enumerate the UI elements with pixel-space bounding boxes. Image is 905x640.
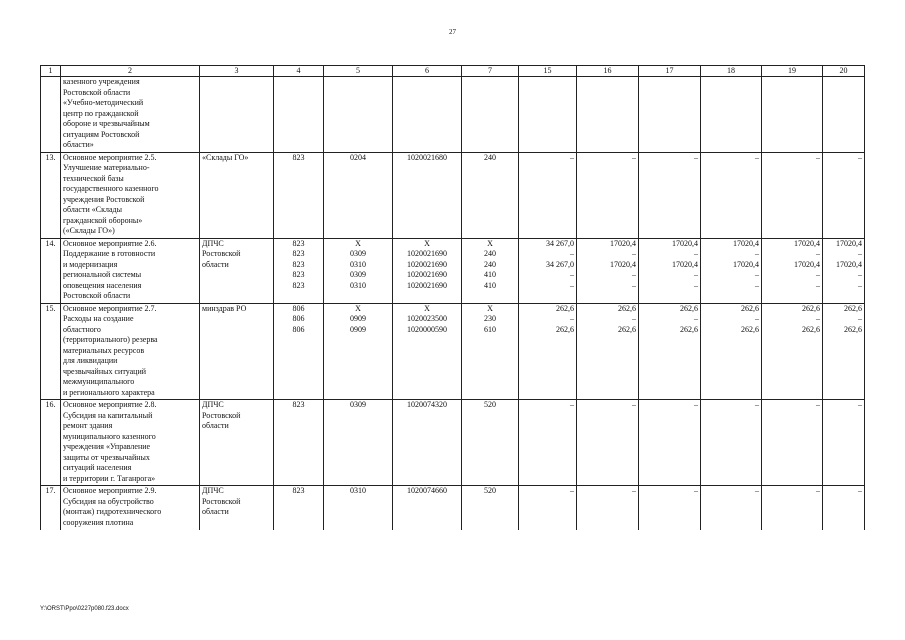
budget-code: 410 bbox=[484, 280, 496, 290]
budget-code-cell bbox=[274, 303, 324, 400]
budget-code: X bbox=[424, 238, 430, 248]
budget-code: 520 bbox=[484, 400, 496, 409]
budget-code-cell bbox=[393, 152, 462, 238]
header-cell: 5 bbox=[324, 66, 393, 77]
budget-code: X bbox=[487, 238, 493, 248]
activity-name-line: Основное мероприятие 2.5. bbox=[63, 152, 157, 162]
amount-value: – bbox=[632, 486, 636, 495]
budget-code: 1020074320 bbox=[407, 400, 447, 409]
budget-code-cell bbox=[324, 400, 393, 486]
amount-value: 17020,4 bbox=[610, 259, 636, 269]
amount-cell bbox=[823, 238, 865, 303]
budget-code: 823 bbox=[292, 238, 305, 248]
row-number: 17. bbox=[41, 486, 61, 530]
amount-value: – bbox=[816, 270, 820, 279]
executor-line: Ростовской bbox=[202, 249, 241, 258]
amount-value: – bbox=[570, 486, 574, 495]
activity-name-line: Основное мероприятие 2.7. bbox=[63, 303, 157, 313]
budget-code: 823 bbox=[292, 280, 305, 290]
budget-code-cell bbox=[393, 238, 462, 303]
budget-code: X bbox=[487, 303, 493, 313]
budget-code-cell bbox=[274, 152, 324, 238]
executor bbox=[200, 152, 274, 238]
activity-name-line: области» bbox=[63, 140, 94, 149]
executor-line: ДПЧС bbox=[202, 238, 224, 248]
activity-name-line: Субсидия на обустройство bbox=[63, 496, 154, 506]
amount-value: – bbox=[694, 152, 698, 162]
table-row bbox=[41, 152, 865, 238]
amount-cell bbox=[762, 152, 823, 238]
activity-name-line: Ростовской области bbox=[63, 291, 131, 300]
amount-value: 17020,4 bbox=[672, 259, 698, 269]
amount-cell bbox=[639, 400, 701, 486]
activity-name-line: региональной системы bbox=[63, 270, 142, 279]
header-cell: 19 bbox=[762, 66, 823, 77]
amount-value: – bbox=[858, 314, 862, 323]
activity-name bbox=[61, 152, 200, 238]
amount-value: – bbox=[570, 314, 574, 323]
budget-code: 823 bbox=[292, 486, 305, 495]
amount-value: – bbox=[755, 314, 759, 323]
activity-name-line: ситуациям Ростовской bbox=[63, 129, 140, 139]
amount-cell bbox=[823, 303, 865, 400]
amount-value: – bbox=[632, 152, 636, 162]
budget-code: 1020021680 bbox=[407, 152, 447, 162]
header-cell: 2 bbox=[61, 66, 200, 77]
budget-code: 0909 bbox=[350, 324, 366, 334]
budget-code: 823 bbox=[292, 270, 305, 279]
budget-code-cell bbox=[462, 400, 519, 486]
activity-name-line: (территориального) резерва bbox=[63, 335, 158, 344]
activity-name bbox=[61, 303, 200, 400]
executor bbox=[200, 303, 274, 400]
table-row bbox=[41, 400, 865, 486]
activity-name-line: Основное мероприятие 2.6. bbox=[63, 238, 157, 248]
budget-code-cell bbox=[393, 400, 462, 486]
budget-code: 1020023500 bbox=[407, 314, 447, 323]
row-number: 13. bbox=[41, 152, 61, 238]
amount-value: 17020,4 bbox=[610, 238, 636, 248]
activity-name bbox=[61, 400, 200, 486]
budget-code: 0310 bbox=[350, 486, 366, 495]
budget-code: 410 bbox=[484, 270, 496, 279]
executor bbox=[200, 486, 274, 530]
amount-cell bbox=[577, 303, 639, 400]
amount-value: – bbox=[816, 400, 820, 409]
amount-value: – bbox=[632, 249, 636, 258]
budget-code-cell bbox=[324, 152, 393, 238]
activity-name-line: защиты от чрезвычайных bbox=[63, 452, 150, 462]
amount-value: – bbox=[755, 280, 759, 290]
budget-code: X bbox=[355, 238, 361, 248]
executor-line: области bbox=[202, 259, 229, 269]
amount-value: 34 267,0 bbox=[546, 259, 574, 269]
amount-value: – bbox=[570, 152, 574, 162]
amount-cell bbox=[823, 152, 865, 238]
budget-code: 0309 bbox=[350, 400, 366, 409]
row-number: 14. bbox=[41, 238, 61, 303]
budget-code: 0204 bbox=[350, 152, 366, 162]
header-cell: 16 bbox=[577, 66, 639, 77]
amount-value: – bbox=[694, 486, 698, 495]
amount-cell bbox=[823, 400, 865, 486]
amount-value: – bbox=[694, 249, 698, 258]
budget-code: 520 bbox=[484, 486, 496, 495]
activity-name-line: учреждения «Управление bbox=[63, 442, 151, 451]
budget-table bbox=[40, 65, 865, 530]
header-cell: 3 bbox=[200, 66, 274, 77]
amount-value: 262,6 bbox=[618, 303, 636, 313]
file-path-footer: Y:\ORST\Ppo\0227p080.f23.docx bbox=[40, 606, 129, 612]
budget-code: 240 bbox=[484, 249, 496, 258]
amount-cell bbox=[701, 238, 762, 303]
amount-value: – bbox=[858, 249, 862, 258]
activity-name-line: гражданской обороны» bbox=[63, 215, 143, 225]
amount-value: 262,6 bbox=[741, 303, 759, 313]
budget-code-cell bbox=[462, 486, 519, 530]
budget-code-cell bbox=[393, 303, 462, 400]
activity-name-line: Основное мероприятие 2.9. bbox=[63, 486, 157, 495]
activity-name-line: казенного учреждения bbox=[63, 77, 140, 86]
activity-name-line: Улучшение материально- bbox=[63, 163, 150, 172]
amount-value: 262,6 bbox=[844, 303, 862, 313]
amount-value: – bbox=[694, 270, 698, 279]
amount-value: 262,6 bbox=[680, 303, 698, 313]
amount-value: 262,6 bbox=[680, 324, 698, 334]
activity-name-line: Расходы на создание bbox=[63, 314, 134, 323]
activity-name-line: Субсидия на капитальный bbox=[63, 410, 153, 420]
amount-value: – bbox=[858, 486, 862, 495]
budget-code-cell bbox=[324, 303, 393, 400]
activity-name-line: чрезвычайных ситуаций bbox=[63, 366, 147, 376]
table-row bbox=[41, 486, 865, 530]
activity-name-line: обороне и чрезвычайным bbox=[63, 119, 150, 128]
amount-cell bbox=[701, 77, 762, 153]
table-row bbox=[41, 303, 865, 400]
budget-code: 240 bbox=[484, 152, 496, 162]
amount-cell bbox=[823, 77, 865, 153]
budget-code: 0309 bbox=[350, 249, 366, 258]
row-number bbox=[41, 77, 61, 153]
amount-cell bbox=[762, 486, 823, 530]
activity-name bbox=[61, 238, 200, 303]
executor-line: Ростовской bbox=[202, 496, 241, 506]
budget-code-cell bbox=[462, 303, 519, 400]
amount-cell bbox=[577, 152, 639, 238]
amount-value: 17020,4 bbox=[794, 238, 820, 248]
activity-name-line: оповещения населения bbox=[63, 280, 142, 290]
budget-code: 823 bbox=[292, 249, 305, 258]
header-cell: 20 bbox=[823, 66, 865, 77]
amount-value: 262,6 bbox=[556, 324, 574, 334]
budget-code: 823 bbox=[292, 259, 305, 269]
activity-name bbox=[61, 486, 200, 530]
budget-code: 1020021690 bbox=[407, 280, 447, 290]
row-number: 15. bbox=[41, 303, 61, 400]
executor bbox=[200, 77, 274, 153]
budget-code: 610 bbox=[484, 324, 496, 334]
budget-code-cell bbox=[324, 486, 393, 530]
amount-value: 262,6 bbox=[802, 303, 820, 313]
amount-cell bbox=[577, 400, 639, 486]
amount-value: – bbox=[694, 280, 698, 290]
header-cell: 4 bbox=[274, 66, 324, 77]
amount-cell bbox=[701, 486, 762, 530]
amount-cell bbox=[639, 152, 701, 238]
budget-code: 823 bbox=[292, 152, 305, 162]
activity-name-line: областного bbox=[63, 324, 101, 334]
executor-line: ДПЧС bbox=[202, 486, 224, 495]
amount-value: 262,6 bbox=[741, 324, 759, 334]
activity-name-line: (монтаж) гидротехнического bbox=[63, 507, 162, 516]
header-cell: 1 bbox=[41, 66, 61, 77]
header-cell: 15 bbox=[519, 66, 577, 77]
amount-value: – bbox=[858, 280, 862, 290]
budget-code: 0909 bbox=[350, 314, 366, 323]
activity-name-line: и регионального характера bbox=[63, 387, 155, 397]
executor-line: области bbox=[202, 507, 229, 516]
amount-value: 262,6 bbox=[618, 324, 636, 334]
activity-name bbox=[61, 77, 200, 153]
amount-value: 17020,4 bbox=[733, 238, 759, 248]
amount-cell bbox=[639, 238, 701, 303]
amount-value: 262,6 bbox=[802, 324, 820, 334]
column-number-header bbox=[41, 66, 865, 77]
activity-name-line: и территории г. Таганрога» bbox=[63, 473, 156, 483]
activity-name-line: материальных ресурсов bbox=[63, 345, 145, 355]
amount-value: – bbox=[570, 249, 574, 258]
activity-name-line: «Учебно-методический bbox=[63, 98, 144, 107]
budget-code: 1020021690 bbox=[407, 259, 447, 269]
amount-cell bbox=[519, 238, 577, 303]
budget-code-cell bbox=[274, 77, 324, 153]
amount-cell bbox=[577, 486, 639, 530]
budget-code-cell bbox=[462, 77, 519, 153]
amount-value: – bbox=[570, 400, 574, 409]
budget-code-cell bbox=[274, 400, 324, 486]
amount-value: – bbox=[858, 400, 862, 409]
budget-code-cell bbox=[393, 77, 462, 153]
amount-value: – bbox=[755, 400, 759, 409]
header-cell: 7 bbox=[462, 66, 519, 77]
budget-code: 823 bbox=[292, 400, 305, 409]
amount-value: 17020,4 bbox=[733, 259, 759, 269]
executor-line: минздрав РО bbox=[202, 303, 247, 313]
activity-name-line: для ликвидации bbox=[63, 356, 118, 365]
amount-cell bbox=[639, 77, 701, 153]
budget-code: 1020021690 bbox=[407, 270, 447, 279]
budget-code-cell bbox=[393, 486, 462, 530]
amount-cell bbox=[577, 238, 639, 303]
activity-name-line: Поддержание в готовности bbox=[63, 249, 156, 258]
activity-name-line: центр по гражданской bbox=[63, 108, 139, 118]
table-row bbox=[41, 238, 865, 303]
amount-value: – bbox=[858, 152, 862, 162]
amount-cell bbox=[762, 303, 823, 400]
amount-cell bbox=[762, 238, 823, 303]
budget-code-cell bbox=[324, 77, 393, 153]
amount-value: 17020,4 bbox=[794, 259, 820, 269]
amount-value: – bbox=[694, 314, 698, 323]
amount-value: – bbox=[632, 280, 636, 290]
activity-name-line: учреждения Ростовской bbox=[63, 194, 145, 204]
budget-code: 806 bbox=[292, 324, 305, 334]
budget-code: 0310 bbox=[350, 280, 366, 290]
table-row bbox=[41, 77, 865, 153]
budget-code-cell bbox=[462, 238, 519, 303]
amount-cell bbox=[519, 77, 577, 153]
amount-value: – bbox=[632, 400, 636, 409]
activity-name-line: государственного казенного bbox=[63, 184, 159, 193]
activity-name-line: Ростовской области bbox=[63, 87, 131, 97]
budget-code: 230 bbox=[484, 314, 496, 323]
amount-value: 34 267,0 bbox=[546, 238, 574, 248]
amount-cell bbox=[519, 152, 577, 238]
row-number: 16. bbox=[41, 400, 61, 486]
activity-name-line: муниципального казенного bbox=[63, 431, 156, 441]
executor bbox=[200, 400, 274, 486]
activity-name-line: ситуаций населения bbox=[63, 463, 132, 472]
amount-cell bbox=[762, 400, 823, 486]
amount-value: 262,6 bbox=[556, 303, 574, 313]
amount-cell bbox=[639, 303, 701, 400]
amount-cell bbox=[519, 303, 577, 400]
amount-cell bbox=[577, 77, 639, 153]
budget-code: 1020021690 bbox=[407, 249, 447, 258]
amount-value: – bbox=[570, 270, 574, 279]
amount-cell bbox=[701, 303, 762, 400]
amount-value: – bbox=[632, 270, 636, 279]
amount-value: – bbox=[755, 486, 759, 495]
amount-value: – bbox=[816, 486, 820, 495]
budget-code-cell bbox=[324, 238, 393, 303]
executor-line: ДПЧС bbox=[202, 400, 224, 409]
executor-line: Ростовской bbox=[202, 410, 241, 420]
amount-cell bbox=[762, 77, 823, 153]
budget-code: 240 bbox=[484, 259, 496, 269]
amount-value: – bbox=[816, 280, 820, 290]
activity-name-line: области «Склады bbox=[63, 205, 122, 214]
budget-code: 0310 bbox=[350, 259, 366, 269]
amount-cell bbox=[823, 486, 865, 530]
header-cell: 6 bbox=[393, 66, 462, 77]
budget-code: 1020074660 bbox=[407, 486, 447, 495]
budget-code: X bbox=[424, 303, 430, 313]
activity-name-line: ремонт здания bbox=[63, 421, 113, 430]
header-cell: 18 bbox=[701, 66, 762, 77]
amount-value: – bbox=[816, 249, 820, 258]
amount-value: – bbox=[755, 249, 759, 258]
amount-cell bbox=[519, 400, 577, 486]
amount-value: – bbox=[694, 400, 698, 409]
budget-code: 806 bbox=[292, 303, 305, 313]
amount-value: 17020,4 bbox=[836, 259, 862, 269]
amount-cell bbox=[519, 486, 577, 530]
budget-code: X bbox=[355, 303, 361, 313]
amount-value: 17020,4 bbox=[836, 238, 862, 248]
budget-code-cell bbox=[462, 152, 519, 238]
executor-line: области bbox=[202, 421, 229, 430]
amount-value: 17020,4 bbox=[672, 238, 698, 248]
amount-cell bbox=[639, 486, 701, 530]
budget-code: 1020000590 bbox=[407, 324, 447, 334]
amount-value: – bbox=[632, 314, 636, 323]
activity-name-line: межмуниципального bbox=[63, 377, 135, 386]
amount-value: – bbox=[816, 152, 820, 162]
amount-value: – bbox=[755, 270, 759, 279]
amount-cell bbox=[701, 400, 762, 486]
budget-code: 0309 bbox=[350, 270, 366, 279]
budget-code-cell bbox=[274, 238, 324, 303]
activity-name-line: технической базы bbox=[63, 173, 124, 183]
amount-value: – bbox=[755, 152, 759, 162]
budget-code: 806 bbox=[292, 314, 305, 323]
amount-cell bbox=[701, 152, 762, 238]
amount-value: – bbox=[858, 270, 862, 279]
activity-name-line: сооружения плотина bbox=[63, 517, 134, 527]
header-cell: 17 bbox=[639, 66, 701, 77]
executor bbox=[200, 238, 274, 303]
amount-value: 262,6 bbox=[844, 324, 862, 334]
amount-value: – bbox=[570, 280, 574, 290]
amount-value: – bbox=[816, 314, 820, 323]
activity-name-line: («Склады ГО») bbox=[63, 226, 115, 235]
executor-line: «Склады ГО» bbox=[202, 152, 249, 162]
activity-name-line: Основное мероприятие 2.8. bbox=[63, 400, 157, 409]
page-number: 27 bbox=[449, 28, 456, 36]
budget-code-cell bbox=[274, 486, 324, 530]
activity-name-line: и модернизация bbox=[63, 259, 118, 269]
